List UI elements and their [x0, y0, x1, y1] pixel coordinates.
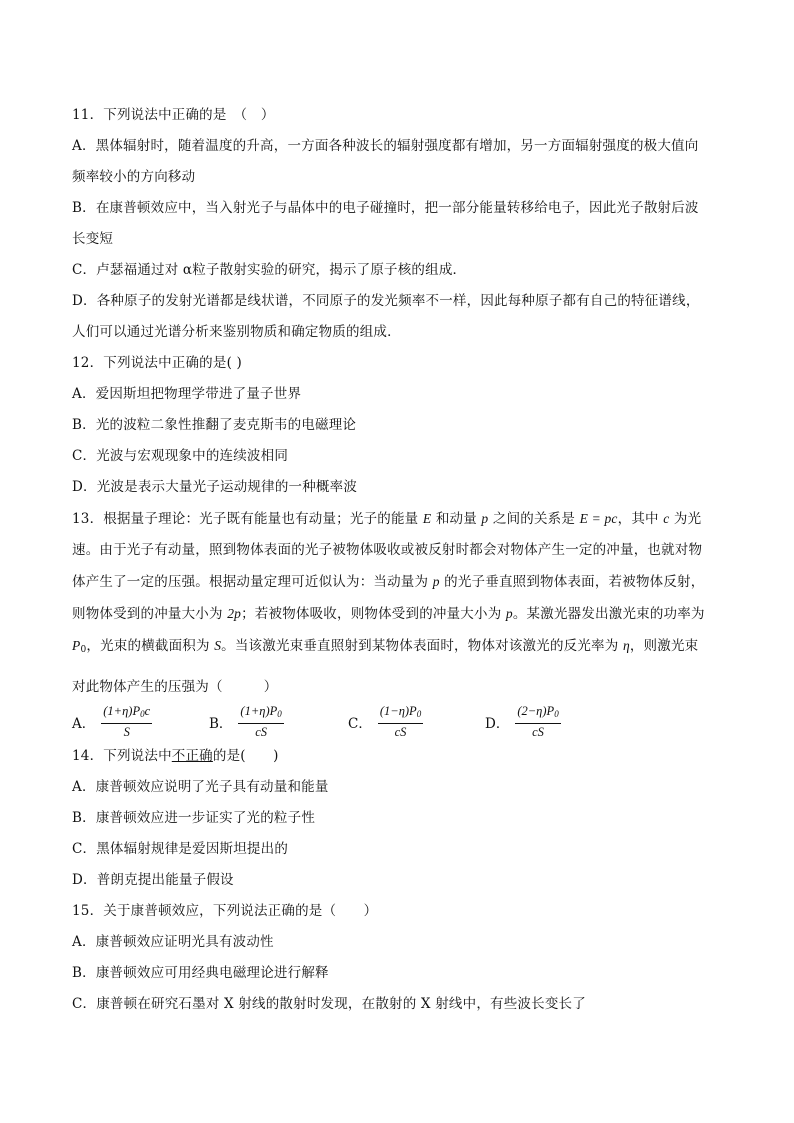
option-label: D． — [485, 716, 510, 732]
question-stem-line — [72, 566, 722, 598]
option-a — [72, 703, 152, 741]
question-stem-line — [72, 503, 722, 535]
var-S: S — [214, 638, 222, 653]
numerator — [238, 704, 283, 724]
option-c: C．光波与宏观现象中的连续波相同 — [72, 448, 289, 464]
option-b: B．光的波粒二象性推翻了麦克斯韦的电磁理论 — [72, 417, 357, 433]
denominator: cS — [255, 725, 267, 739]
text: ，光束的横截面积为 — [86, 638, 215, 654]
fraction — [238, 704, 283, 740]
text: 。某激光器发出激光束的功率为 — [512, 606, 705, 622]
question-14 — [72, 741, 722, 896]
option-d: D．各种原子的发射光谱都是线状谱，不同原子的发光频率不一样，因此每种原子都有自己的特征谱线， — [72, 293, 700, 309]
subscript-0: 0 — [277, 709, 282, 719]
option-c: C．康普顿在研究石墨对 X 射线的散射时发现，在散射的 X 射线中，有些波长变长了 — [72, 996, 586, 1012]
numerator-tail: c — [144, 704, 151, 718]
subscript-0: 0 — [80, 645, 87, 655]
var-p: p — [432, 574, 440, 589]
subscript-0: 0 — [554, 709, 559, 719]
option-label: C． — [348, 716, 372, 732]
question-stem: 12．下列说法中正确的是( ) — [72, 355, 243, 371]
option-label: B． — [209, 716, 233, 732]
text: 。当该激光束垂直照射到某物体表面时，物体对该激光的反光率为 — [221, 638, 623, 654]
numerator — [515, 704, 560, 724]
text: 14．下列说法中 — [72, 748, 172, 764]
option-a: A．康普顿效应证明光具有波动性 — [72, 934, 274, 950]
document-page — [72, 100, 722, 1020]
subscript-0: 0 — [140, 709, 145, 719]
question-13 — [72, 503, 722, 741]
option-a: A．康普顿效应说明了光子具有动量和能量 — [72, 779, 329, 795]
option-b: B．康普顿效应进一步证实了光的粒子性 — [72, 810, 316, 826]
var-c: c — [663, 511, 670, 526]
var-E: E — [422, 511, 432, 526]
text: 则物体受到的冲量大小为 — [72, 606, 228, 622]
denominator: cS — [394, 725, 407, 739]
option-d-cont: 人们可以通过光谱分析来鉴别物质和确定物质的组成． — [72, 324, 401, 340]
text: ，其中 — [617, 511, 664, 527]
numerator-text: (1−η)P — [379, 704, 417, 718]
answer-choices — [72, 703, 722, 741]
denominator: S — [123, 725, 130, 739]
numerator — [101, 704, 152, 724]
subscript-0: 0 — [416, 709, 422, 719]
equation: E = pc — [579, 511, 618, 526]
question-stem: 15．关于康普顿效应，下列说法正确的是（ ） — [72, 903, 378, 919]
underlined-text: 不正确 — [171, 748, 213, 764]
option-b — [209, 703, 284, 741]
text: ；若被物体吸收，则物体受到的冲量大小为 — [241, 606, 506, 622]
text: 为光 — [669, 511, 702, 527]
text: 的光子垂直照到物体表面，若被物体反射， — [439, 574, 705, 590]
option-c — [348, 703, 423, 741]
var-p: p — [481, 511, 489, 526]
option-c: C．黑体辐射规律是爱因斯坦提出的 — [72, 841, 289, 857]
option-d: D．普朗克提出能量子假设 — [72, 872, 234, 888]
var-P: P — [72, 638, 81, 653]
option-d: D．光波是表示大量光子运动规律的一种概率波 — [72, 479, 358, 495]
question-11 — [72, 100, 722, 348]
fraction — [101, 704, 152, 740]
option-b: B．在康普顿效应中，当入射光子与晶体中的电子碰撞时，把一部分能量转移给电子，因此光子散射后波 — [72, 200, 699, 216]
numerator-text: (2−η)P — [517, 704, 555, 718]
question-12 — [72, 348, 722, 503]
option-a-cont: 频率较小的方向移动 — [72, 169, 196, 185]
question-stem: 11．下列说法中正确的是 （ ） — [72, 107, 275, 123]
question-15 — [72, 896, 722, 1020]
denominator: cS — [532, 725, 544, 739]
question-stem-line — [72, 630, 722, 666]
var-2p: 2p — [227, 606, 242, 621]
numerator — [378, 704, 423, 724]
numerator-text: (1+η)P — [240, 704, 278, 718]
option-d — [485, 703, 561, 741]
option-b-cont: 长变短 — [72, 231, 114, 247]
option-label: A． — [72, 716, 96, 732]
option-b: B．康普顿效应可用经典电磁理论进行解释 — [72, 965, 329, 981]
fraction — [378, 704, 423, 740]
option-a: A．爱因斯坦把物理学带进了量子世界 — [72, 386, 302, 402]
question-stem-line: 对此物体产生的压强为（ ） — [72, 679, 278, 695]
var-p: p — [505, 606, 513, 621]
text: 的是( ) — [212, 748, 279, 764]
question-stem-line — [72, 598, 722, 630]
text: ，则激光束 — [629, 638, 699, 654]
text: 体产生了一定的压强。根据动量定理可近似认为：当动量为 — [72, 574, 433, 590]
option-a: A．黑体辐射时，随着温度的升高，一方面各种波长的辐射强度都有增加，另一方面辐射强度的极大值向 — [72, 138, 699, 154]
option-c: C．卢瑟福通过对 α粒子散射实验的研究，揭示了原子核的组成． — [72, 262, 467, 278]
text: 之间的关系是 — [488, 511, 580, 527]
question-stem — [72, 741, 722, 772]
text: 和动量 — [431, 511, 482, 527]
var-eta: η — [622, 638, 630, 653]
numerator-text: (1+η)P — [103, 704, 141, 718]
fraction — [515, 704, 560, 740]
text: 13．根据量子理论：光子既有能量也有动量；光子的能量 — [72, 511, 423, 527]
question-stem-line: 速。由于光子有动量，照到物体表面的光子被物体吸收或被反射时都会对物体产生一定的冲量，也就对物 — [72, 542, 703, 558]
